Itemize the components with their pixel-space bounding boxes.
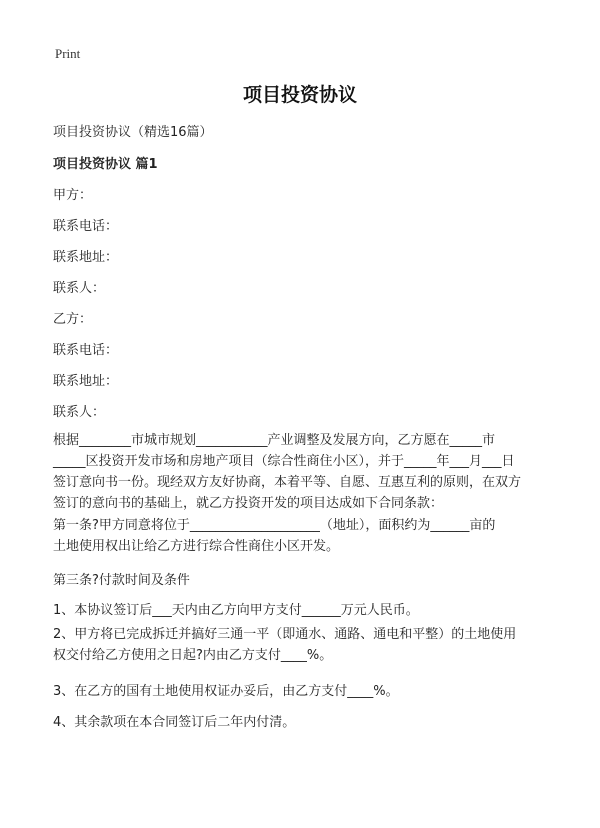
party-a-address: 联系地址： — [53, 250, 119, 265]
intro-paragraph — [53, 430, 551, 514]
payment-item-2-line: 2、甲方将已完成拆迁并搞好三通一平（即通水、通路、通电和平整）的土地使用 — [53, 627, 517, 642]
payment-item-1: 1、本协议签订后___天内由乙方向甲方支付______万元人民币。 — [53, 603, 419, 618]
intro-line: 签订的意向书的基础上，就乙方投资开发的项目达成如下合同条款： — [53, 496, 444, 511]
party-b-address: 联系地址： — [53, 374, 119, 389]
party-a-label: 甲方： — [53, 188, 93, 203]
document-subtitle: 项目投资协议（精选16篇） — [53, 125, 213, 140]
party-b-contact: 联系人： — [53, 405, 106, 420]
section-title: 项目投资协议 篇1 — [53, 157, 158, 172]
party-b-label: 乙方： — [53, 312, 93, 327]
payment-item-4: 4、其余款项在本合同签订后二年内付清。 — [53, 715, 296, 730]
article-3-heading: 第三条?付款时间及条件 — [53, 573, 190, 588]
article-1 — [53, 515, 551, 557]
payment-item-2-line: 权交付给乙方使用之日起?内由乙方支付____%。 — [53, 648, 333, 663]
print-label[interactable]: Print — [55, 46, 81, 61]
party-a-phone: 联系电话： — [53, 219, 119, 234]
party-b-phone: 联系电话： — [53, 343, 119, 358]
intro-line: 签订意向书一份。现经双方友好协商，本着平等、自愿、互惠互利的原则，在双方 — [53, 475, 522, 490]
intro-line: 根据________市城市规划___________产业调整及发展方向，乙方愿在_____市 — [53, 433, 496, 448]
payment-item-2 — [53, 624, 551, 666]
article-1-line: 第一条?甲方同意将位于____________________（地址），面积约为______亩的 — [53, 518, 496, 533]
payment-item-3: 3、在乙方的国有土地使用权证办妥后，由乙方支付____%。 — [53, 684, 399, 699]
party-a-contact: 联系人： — [53, 281, 106, 296]
intro-line: _____区投资开发市场和房地产项目（综合性商住小区），并于_____年___月___日 — [53, 454, 515, 469]
article-1-line: 土地使用权出让给乙方进行综合性商住小区开发。 — [53, 539, 340, 554]
document-title: 项目投资协议 — [242, 84, 357, 106]
